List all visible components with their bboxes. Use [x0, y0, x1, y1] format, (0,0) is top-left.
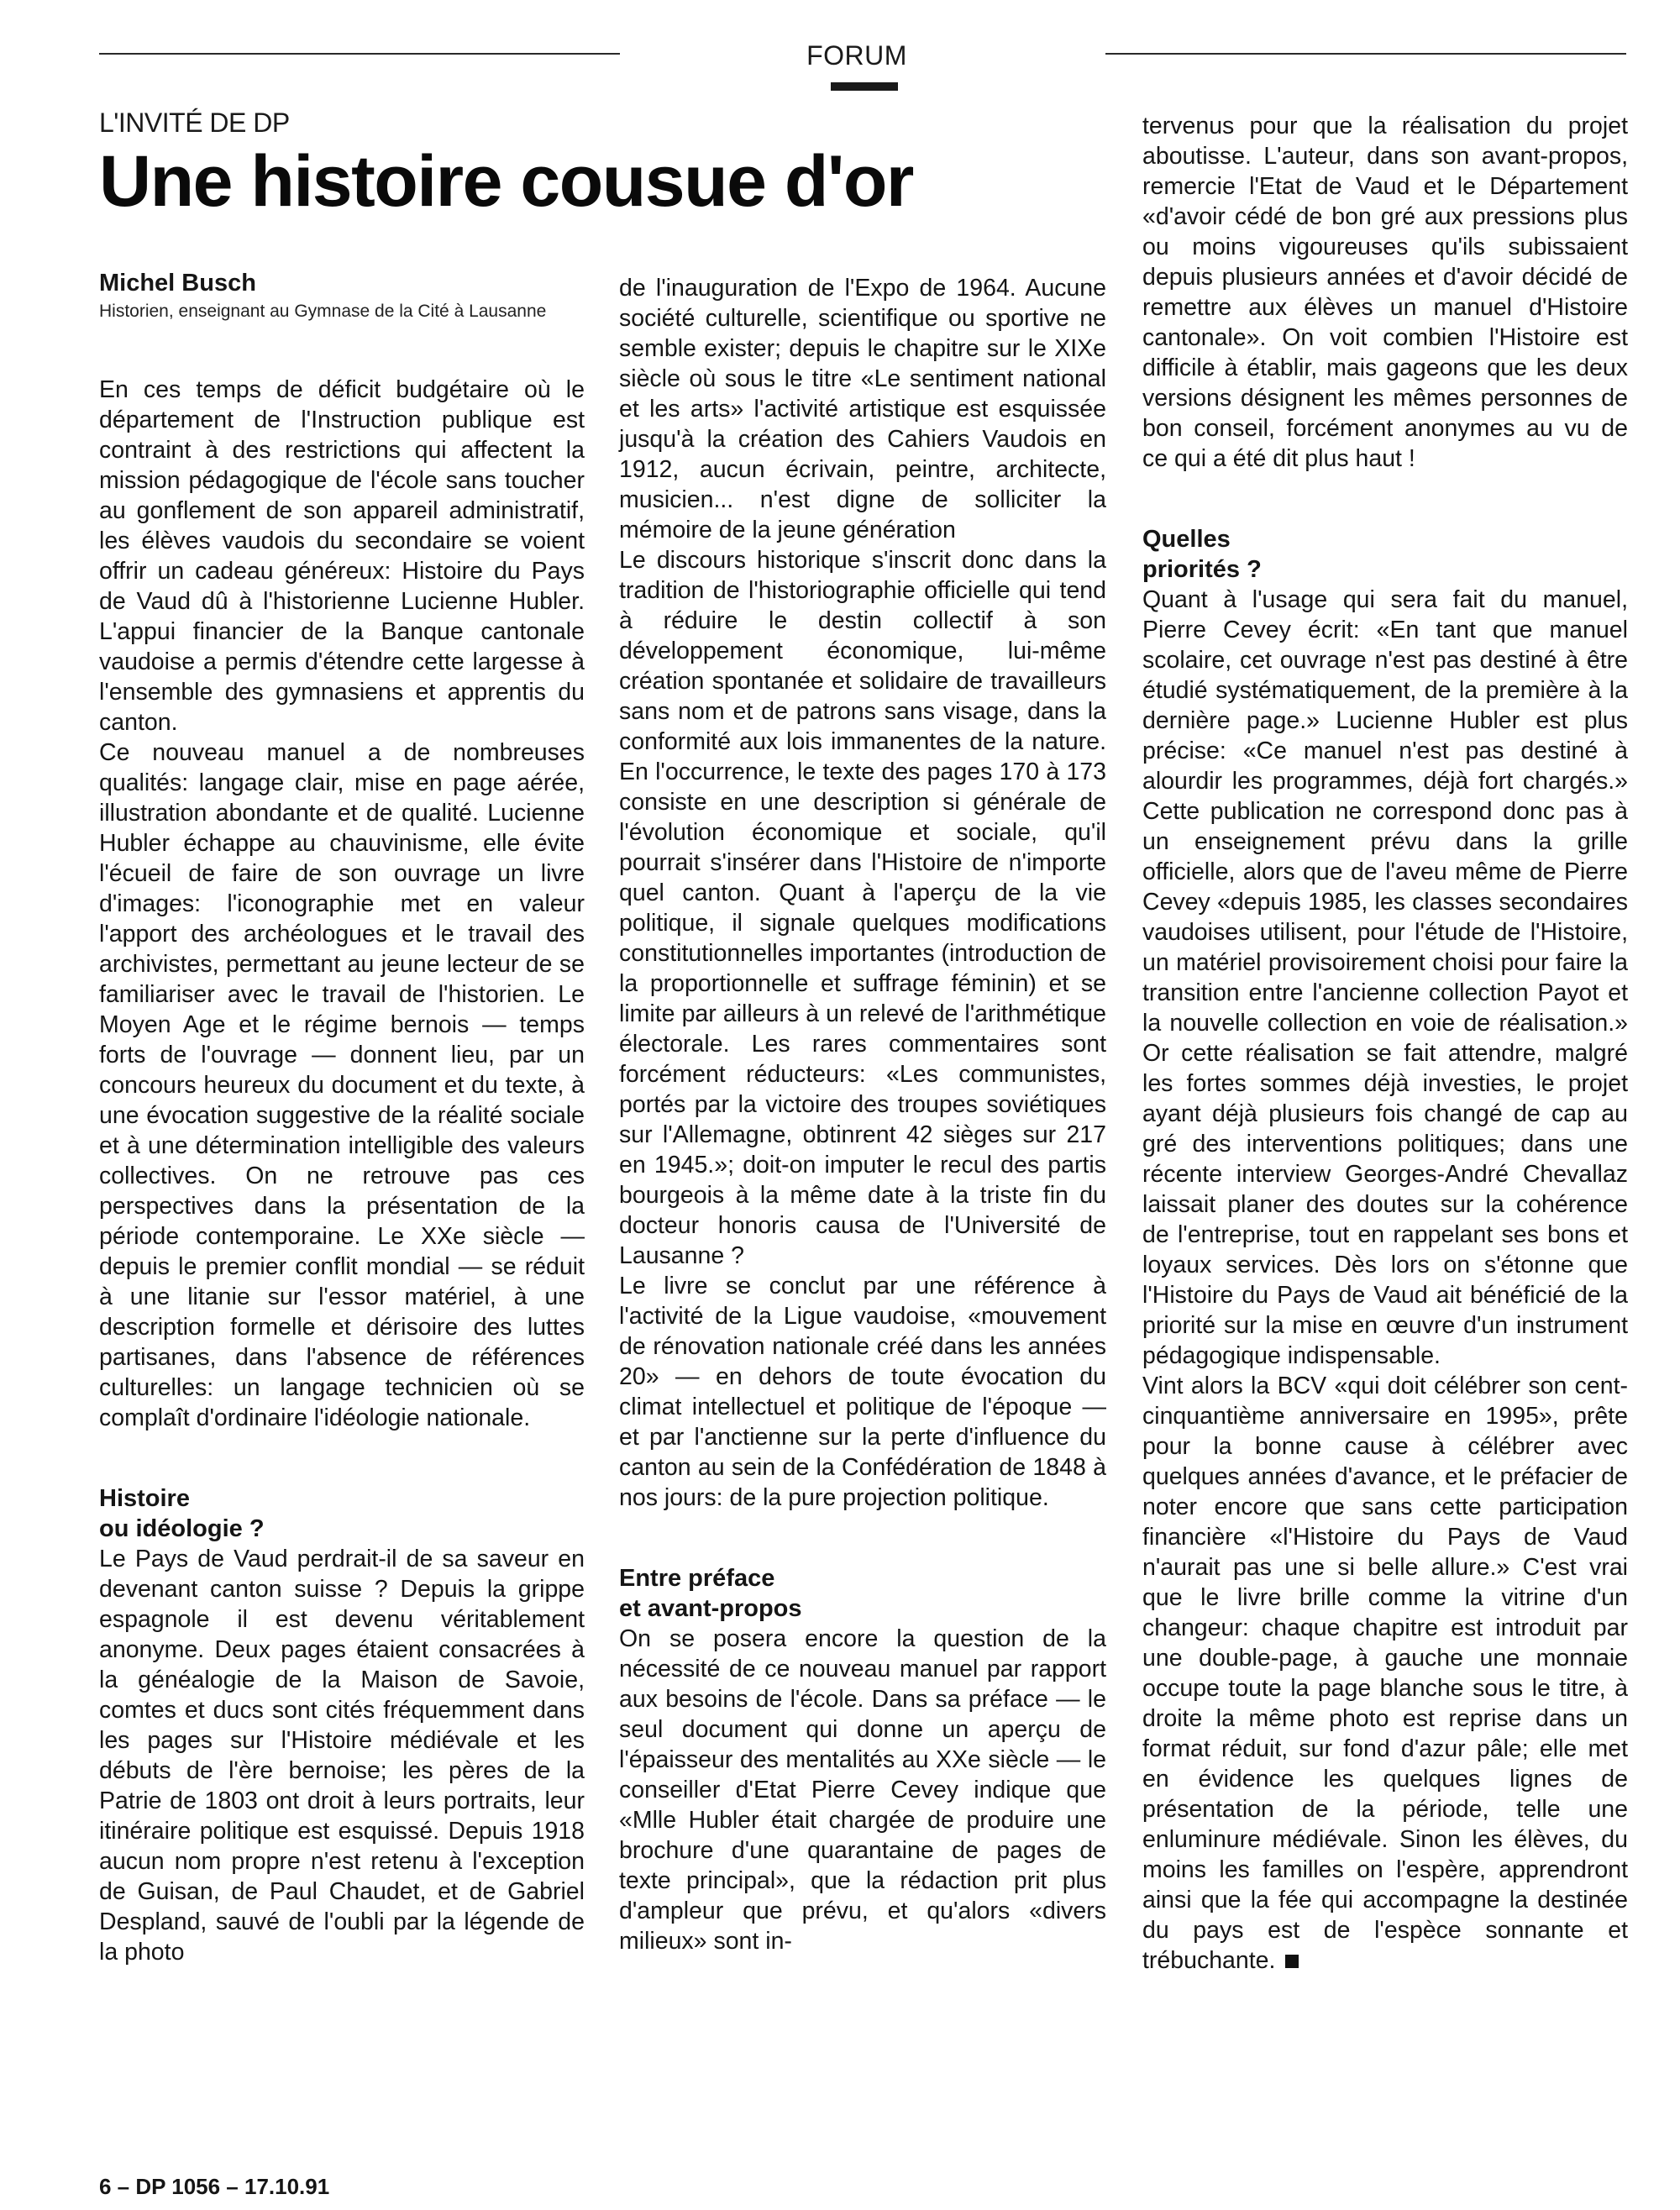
spacer	[1142, 474, 1628, 524]
paragraph: Ce nouveau manuel a de nombreuses qualités: langage clair, mise en page aérée, illustration abondante et de qualité. Lucienne Hubler échappe au chauvinisme, elle évite l'écueil de faire de son ouvrage un livre d'images: l'iconographie met en valeur l'apport des archéologues et le travail des archivistes, permettant au jeune lecteur de se familiariser avec le travail de l'historien. Le Moyen Age et le régime bernois — temps forts de l'ouvrage — donnent lieu, par un concours heureux du document et du texte, à une évocation suggestive de la réalité sociale et à une détermination intelligible des valeurs collectives. On ne retrouve pas ces perspectives dans la présentation de la période contemporaine. Le XXe siècle — depuis le premier conflit mondial — se réduit à une litanie sur l'essor matériel, à une description formelle et dérisoire des luttes partisanes, dans l'absence de références culturelles: un langage technicien où se complaît d'ordinaire l'idéologie nationale.	[99, 739, 585, 1431]
paragraph: Quant à l'usage qui sera fait du manuel, Pierre Cevey écrit: «En tant que manuel scolaire, cet ouvrage n'est pas destiné à être étudié systématiquement, de la première à la dernière page.» Lucienne Hubler est plus précise: «Ce manuel n'est pas destiné à alourdir les programmes, déjà fort chargés.» Cette publication ne correspond donc pas à un enseignement prévu dans la grille officielle, alors que de l'aveu même de Pierre Cevey «depuis 1985, les classes secondaires vaudoises utilisent, pour l'étude de l'Histoire, un matériel provisoirement choisi pour faire la transition entre l'ancienne collection Payot et la nouvelle collection en voie de réalisation.» Or cette réalisation se fait attendre, malgré les fortes sommes déjà investies, le projet ayant déjà plusieurs fois changé de cap au gré des interventions politiques; dans une récente interview Georges-André Chevallaz laissait planer des doutes sur la cohérence de l'entreprise, tout en rappelant ses bons et loyaux services. Dès lors on s'étonne que l'Histoire du Pays de Vaud ait bénéficié de la priorité sur la mise en œuvre d'un instrument pédagogique indispensable.	[1142, 586, 1628, 1369]
subheading: ou idéologie ?	[99, 1515, 265, 1542]
subheading: Quelles	[1142, 526, 1231, 553]
page-footer: 6 – DP 1056 – 17.10.91	[99, 2174, 330, 2199]
paragraph: Le Pays de Vaud perdrait-il de sa saveur en devenant canton suisse ? Depuis la grippe espagnole il est devenu véritablement anonyme. Deux pages étaient consacrées à la généalogie de la Maison de Savoie, comtes et ducs sont cités fréquemment dans les pages sur l'Histoire médiévale et les débuts de l'ère bernoise; les pères de la Patrie de 1803 ont droit à leurs portraits, leur itinéraire politique est esquissé. Depuis 1918 aucun nom propre n'est retenu à l'exception de Guisan, de Paul Chaudet, et de Gabriel Despland, sauvé de l'oubli par la légende de la photo	[99, 1546, 585, 1966]
column-3	[1142, 111, 1628, 1976]
header-rule-left	[99, 53, 620, 55]
paragraph: On se posera encore la question de la nécessité de ce nouveau manuel par rapport aux besoins de l'école. Dans sa préface — le seul document qui donne un aperçu de l'épaisseur des mentalités au XXe siècle — le conseiller d'Etat Pierre Cevey indique que «Mlle Hubler était chargée de produire une brochure d'une quarantaine de pages de texte principal», que la rédaction prit plus d'ampleur que prévu, et qu'alors «divers milieux» sont in-	[619, 1625, 1106, 1955]
final-paragraph	[1142, 1371, 1628, 1976]
spacer	[619, 1513, 1106, 1563]
kicker: L'INVITÉ DE DP	[99, 108, 290, 138]
end-mark-icon	[1285, 1955, 1299, 1968]
subheading: Histoire	[99, 1485, 190, 1512]
subheading: priorités ?	[1142, 556, 1262, 583]
paragraph-text: Vint alors la BCV «qui doit célébrer son cent-cinquantième anniversaire en 1995», prête pour la bonne cause à célébrer avec quelques années d'avance, et le préfacier de noter encore que sans cette participation financière «l'Histoire du Pays de Vaud n'aurait pas une si belle allure.» C'est vrai que le livre brille comme la vitrine d'un changeur: chaque chapitre est introduit par une double-page, à gauche une monnaie occupe toute la page blanche sous le titre, à droite la même photo est reprise dans un format réduit, sur fond d'azur pâle; elle met en évidence les quelques lignes de présentation de la période, telle une enluminure médiévale. Sinon les élèves, du moins les familles on l'espère, apprendront ainsi que la fée qui accompagne la destinée du pays est de l'espèce sonnante et trébuchante.	[1142, 1373, 1628, 1974]
section-bar	[831, 82, 898, 91]
paragraph: tervenus pour que la réalisation du projet aboutisse. L'auteur, dans son avant-propos, remercie l'Etat de Vaud et le Département «d'avoir cédé de bon gré aux pressions plus ou moins vigoureuses qu'ils subissaient depuis plusieurs années et d'avoir décidé de remettre aux élèves un manuel d'Histoire cantonale». On voit combien l'Histoire est difficile à établir, mais gageons que les deux versions désignent les mêmes personnes de bon conseil, forcément anonymes au vu de ce qui a été dit plus haut !	[1142, 113, 1628, 472]
subheading: Entre préface	[619, 1565, 775, 1592]
paragraph: En ces temps de déficit budgétaire où le département de l'Instruction publique est contraint à des restrictions qui affectent la mission pédagogique de l'école sans toucher au gonflement de son appareil administratif, les élèves vaudois du secondaire se voient offrir un cadeau généreux: Histoire du Pays de Vaud dû à l'historienne Lucienne Hubler. L'appui financier de la Banque cantonale vaudoise a permis d'étendre cette largesse à l'ensemble des gymnasiens et apprentis du canton.	[99, 376, 585, 736]
column-2	[619, 273, 1106, 1956]
paragraph: Le discours historique s'inscrit donc dans la tradition de l'historiographie officielle qui tend à réduire le destin collectif à son développement économique, lui-même création spontanée et solidaire de travailleurs sans nom et de patrons sans visage, dans la conformité aux lois immanentes de la nature. En l'occurrence, le texte des pages 170 à 173 consiste en une description si générale de l'évolution économique et sociale, qu'il pourrait s'insérer dans l'Histoire de n'importe quel canton. Quant à l'aperçu de la vie politique, il signale quelques modifications constitutionnelles importantes (introduction de la proportionnelle et suffrage féminin) et se limite par ailleurs à un relevé de l'arithmétique électorale. Les rares commentaires sont forcément réducteurs: «Les communistes, portés par la victoire des troupes soviétiques sur l'Allemagne, obtinrent 42 sièges sur 217 en 1945.»; doit-on imputer le recul des partis bourgeois à la même date à la triste fin du docteur honoris causa de l'Université de Lausanne ?	[619, 547, 1106, 1269]
subheading: et avant-propos	[619, 1595, 802, 1622]
section-label: FORUM	[806, 40, 907, 71]
paragraph: Le livre se conclut par une référence à l'activité de la Ligue vaudoise, «mouvement de rénovation nationale créé dans les années 20» — en dehors de toute évocation du climat intellectuel et politique de l'époque — et par l'anctienne sur la perte d'influence du canton au sein de la Confédération de 1848 à nos jours: de la pure projection politique.	[619, 1273, 1106, 1511]
author-description: Historien, enseignant au Gymnase de la Cité à Lausanne	[99, 302, 547, 321]
article-title: Une histoire cousue d'or	[99, 141, 913, 222]
paragraph: de l'inauguration de l'Expo de 1964. Aucune société culturelle, scientifique ou sportive ne semble exister; depuis le chapitre sur le XIXe siècle où sous le titre «Le sentiment national et les arts» l'activité artistique est esquissée jusqu'à la création des Cahiers Vaudois en 1912, aucun écrivain, peintre, architecte, musicien... n'est digne de solliciter la mémoire de la jeune génération	[619, 275, 1106, 543]
author-name: Michel Busch	[99, 270, 256, 297]
header-rule-right	[1105, 53, 1626, 55]
spacer	[99, 1433, 585, 1483]
